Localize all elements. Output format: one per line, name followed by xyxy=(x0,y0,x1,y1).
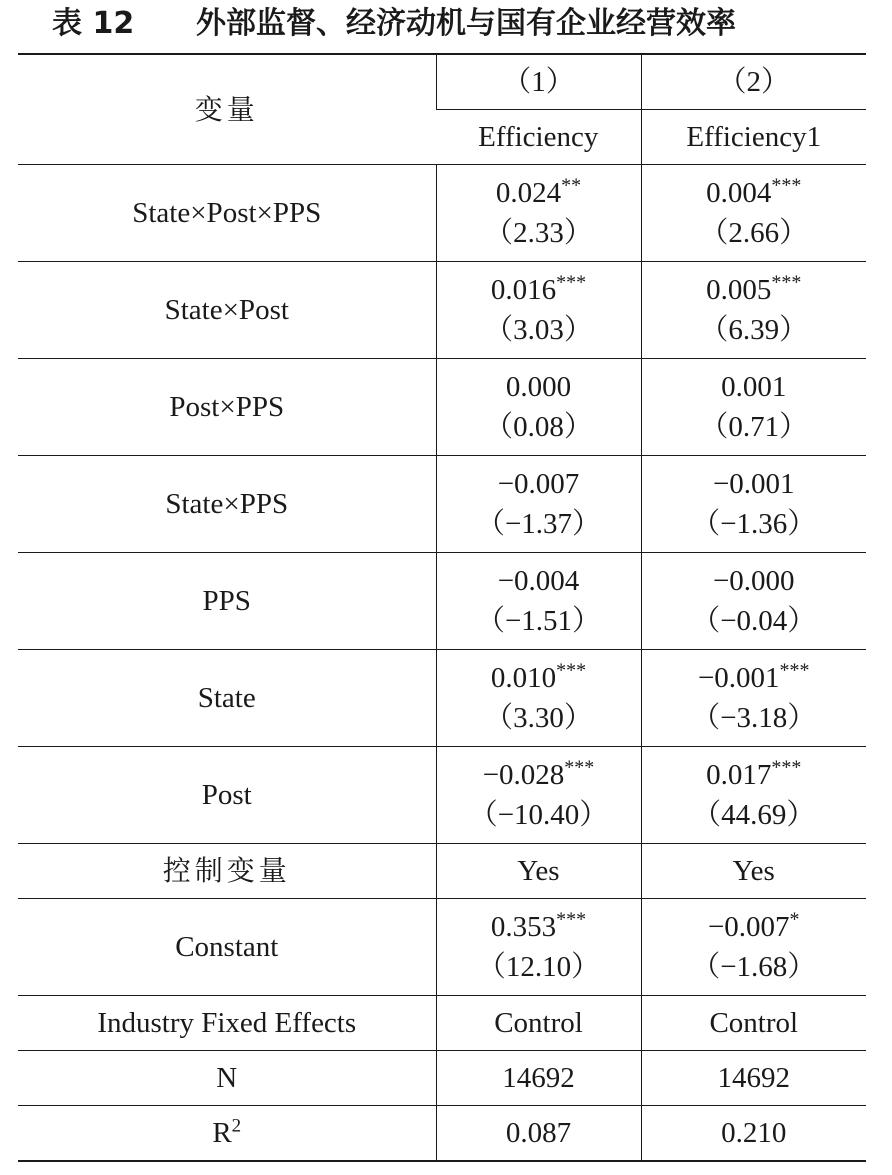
industry-fe-row xyxy=(18,996,866,1051)
cell-col1: 0.087 xyxy=(436,1106,641,1162)
row-label: State×Post×PPS xyxy=(18,165,436,262)
t-statistic: （2.33） xyxy=(484,217,593,249)
regression-table xyxy=(18,53,866,1162)
cell-col1 xyxy=(436,899,641,996)
t-statistic: （12.10） xyxy=(476,951,601,983)
n-row xyxy=(18,1051,866,1106)
row-label: PPS xyxy=(18,553,436,650)
t-statistic: （−1.36） xyxy=(691,508,817,540)
row-label: $R^2$ xyxy=(18,1106,436,1162)
table-caption: 外部监督、经济动机与国有企业经营效率 xyxy=(196,6,736,41)
cell-col2 xyxy=(641,747,866,844)
cell-col1 xyxy=(436,747,641,844)
t-statistic: （2.66） xyxy=(699,217,809,249)
cell-col1: Control xyxy=(436,996,641,1051)
coefficient: 0.024** xyxy=(495,174,582,209)
col1-number: （1） xyxy=(436,54,641,110)
row-label: Constant xyxy=(18,899,436,996)
variable-header xyxy=(18,54,436,165)
cell-col1: Yes xyxy=(436,844,641,899)
coefficient: 0.005*** xyxy=(706,271,802,306)
significance-stars: *** xyxy=(779,659,810,682)
t-statistic: （−0.04） xyxy=(691,605,817,637)
t-statistic: （0.08） xyxy=(484,411,593,443)
row-label: State×PPS xyxy=(18,456,436,553)
significance-stars: *** xyxy=(771,756,802,779)
cell-col2 xyxy=(641,650,866,747)
r2-row xyxy=(18,1106,866,1162)
cell-col1 xyxy=(436,262,641,359)
coefficient: −0.007 xyxy=(497,468,580,500)
controls-row xyxy=(18,844,866,899)
t-statistic: （−1.68） xyxy=(691,951,817,983)
variable-header-label: 变量 xyxy=(194,92,259,126)
t-statistic: （−1.51） xyxy=(475,605,602,637)
cell-col2: 14692 xyxy=(641,1051,866,1106)
cell-col1 xyxy=(436,165,641,262)
cell-col1: 14692 xyxy=(436,1051,641,1106)
table-number: 表 12 xyxy=(52,6,135,41)
coefficient: −0.007* xyxy=(707,908,800,943)
coefficient: −0.000 xyxy=(712,565,795,597)
table-row xyxy=(18,165,866,262)
cell-col2 xyxy=(641,359,866,456)
coefficient: −0.001*** xyxy=(697,659,810,694)
t-statistic: （−10.40） xyxy=(468,799,609,831)
significance-stars: *** xyxy=(771,174,802,197)
row-label: Post xyxy=(18,747,436,844)
table-row xyxy=(18,359,866,456)
coefficient: 0.353*** xyxy=(490,908,587,943)
coefficient: 0.017*** xyxy=(706,756,802,791)
coefficient: 0.010*** xyxy=(490,659,587,694)
header-row-numbers xyxy=(18,54,866,110)
col2-name: Efficiency1 xyxy=(641,110,866,165)
table-row xyxy=(18,262,866,359)
cell-col2 xyxy=(641,262,866,359)
table-row xyxy=(18,553,866,650)
cell-col1 xyxy=(436,359,641,456)
significance-stars: ** xyxy=(561,174,582,197)
table-title xyxy=(0,0,892,48)
cell-col1 xyxy=(436,456,641,553)
constant-row xyxy=(18,899,866,996)
col2-number: （2） xyxy=(641,54,866,110)
coefficient: 0.001 xyxy=(721,371,787,403)
row-label: Post×PPS xyxy=(18,359,436,456)
t-statistic: （3.03） xyxy=(484,314,593,346)
cell-col2 xyxy=(641,456,866,553)
table-row xyxy=(18,747,866,844)
coefficient: −0.001 xyxy=(712,468,795,500)
coefficient: −0.004 xyxy=(497,565,580,597)
cell-col1 xyxy=(436,553,641,650)
cell-col2: 0.210 xyxy=(641,1106,866,1162)
coefficient: 0.004*** xyxy=(706,174,802,209)
col1-name: Efficiency xyxy=(436,110,641,165)
row-label: N xyxy=(18,1051,436,1106)
table-row xyxy=(18,456,866,553)
row-label: State×Post xyxy=(18,262,436,359)
cell-col2: Yes xyxy=(641,844,866,899)
row-label: State xyxy=(18,650,436,747)
t-statistic: （6.39） xyxy=(699,314,809,346)
significance-stars: * xyxy=(789,908,800,931)
cell-col2 xyxy=(641,899,866,996)
significance-stars: *** xyxy=(771,271,802,294)
cell-col2: Control xyxy=(641,996,866,1051)
t-statistic: （44.69） xyxy=(692,799,816,831)
cell-col1 xyxy=(436,650,641,747)
significance-stars: *** xyxy=(564,756,595,779)
coefficient: 0.016*** xyxy=(490,271,587,306)
coefficient: −0.028*** xyxy=(482,756,595,791)
t-statistic: （−3.18） xyxy=(691,702,817,734)
t-statistic: （−1.37） xyxy=(475,508,602,540)
cell-col2 xyxy=(641,553,866,650)
significance-stars: *** xyxy=(556,659,587,682)
cell-col2 xyxy=(641,165,866,262)
row-label: Industry Fixed Effects xyxy=(18,996,436,1051)
row-label: 控制变量 xyxy=(18,844,436,899)
significance-stars: *** xyxy=(556,908,587,931)
t-statistic: （0.71） xyxy=(699,411,809,443)
t-statistic: （3.30） xyxy=(484,702,593,734)
significance-stars: *** xyxy=(556,271,587,294)
table-row xyxy=(18,650,866,747)
coefficient: 0.000 xyxy=(505,371,572,403)
